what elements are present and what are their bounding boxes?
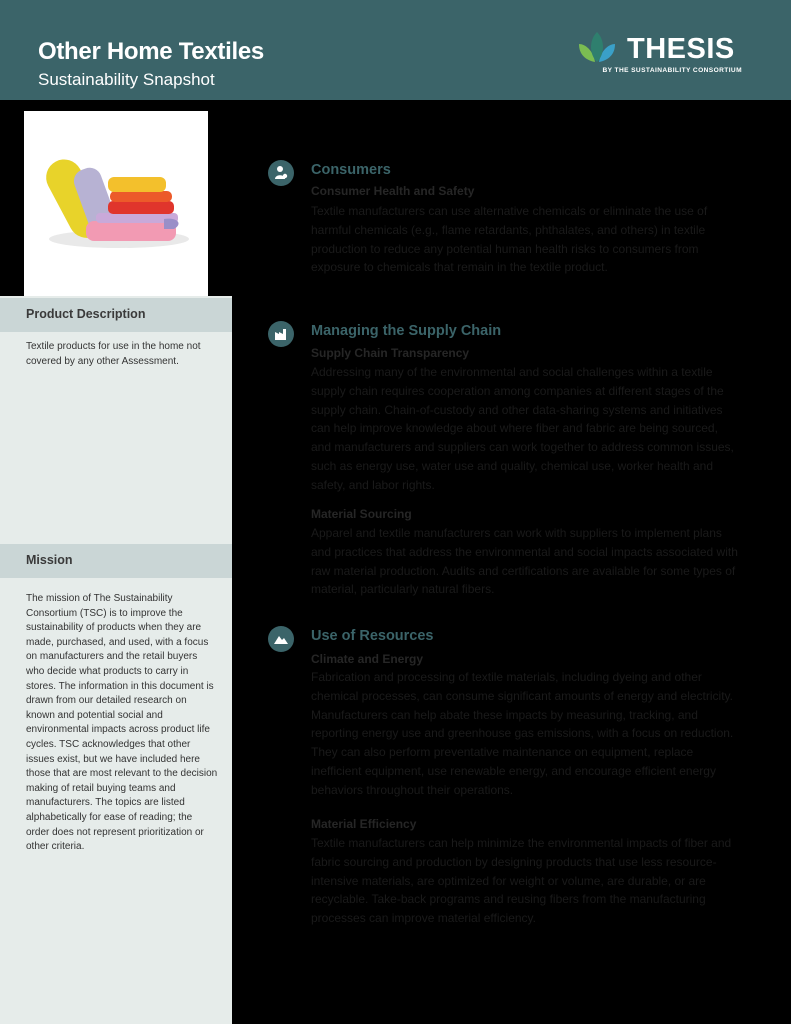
topic-climate-energy-title: Climate and Energy [311, 652, 424, 666]
topic-supply-chain-transparency-title: Supply Chain Transparency [311, 346, 470, 360]
topic-consumer-health-text: Textile manufacturers can use alternative chemicals or eliminate the use of harmful chemicals (e.g., flame retardants, phthalates, and others) in textile production to reduce any potential human health risks to consumers from exposure to chemicals that remain in the textile product. [311, 204, 708, 275]
topic-material-sourcing-title: Material Sourcing [311, 507, 412, 521]
thesis-logo [575, 28, 750, 78]
product-description-text: Textile products for use in the home not covered by any other Assessment. [26, 341, 201, 367]
topic-consumer-health-title: Consumer Health and Safety [311, 184, 475, 198]
folded-textiles-photo [24, 111, 208, 296]
topic-material-efficiency-text: Textile manufacturers can help minimize the environmental impacts of fiber and fabric sourcing and production by designing products that use less resource-intensive materials, are optimized for weight or volume, are durable, or are recyclable. Take-back programs and reusing fibers from the manufacturing processes can improve material efficiency. [311, 836, 732, 926]
mission-text: The mission of The Sustainability Consortium (TSC) is to improve the sustainability of products when they are made, purchased, and used, with a focus on manufacturers and the retail buyers who decide what products to carry in stores. The information in this document is drawn from our detailed research on known and potential social and environmental impacts across product life cycles. TSC acknowledges that other issues exist, but we have included here those that are most relevant to the decision making of retail buying teams and manufacturers. The topics are listed alphabetically for ease of reading; the order does not represent prioritization or other criteria. [26, 593, 218, 853]
logo-wordmark: THESIS [627, 33, 735, 65]
sidebar [0, 296, 232, 1024]
topic-supply-chain-transparency-text: Addressing many of the environmental and social challenges within a textile supply chain requires cooperation among companies at different stages of the supply chain. Chain-of-custody and other data-sharing systems and initiatives can help improve knowledge about where fiber and fabric are being sourced, and manufacturers and suppliers can work together to address common issues, such as energy use, water use and quality, chemical use, worker health and safety, and labor rights. [311, 365, 734, 492]
page-header [0, 0, 791, 100]
section-title-supply-chain: Managing the Supply Chain [311, 323, 502, 339]
mountain-icon [268, 626, 294, 652]
textiles-illustration [24, 111, 208, 296]
topic-material-sourcing-text: Apparel and textile manufacturers can work with suppliers to implement plans and practices that address the environmental and social impacts associated with raw material production. Audits and certifications are available for some types of material, particularly natural fibers. [311, 526, 738, 597]
logo-tagline: BY THE SUSTAINABILITY CONSORTIUM [602, 67, 742, 74]
page-title: Other Home Textiles [38, 38, 264, 65]
section-title-consumers: Consumers [311, 162, 391, 178]
topic-material-efficiency-title: Material Efficiency [311, 817, 417, 831]
product-description-heading: Product Description [0, 298, 232, 332]
mission-heading: Mission [0, 544, 232, 578]
section-title-use-of-resources: Use of Resources [311, 628, 434, 644]
consumer-person-icon [268, 160, 294, 186]
topic-climate-energy-text: Fabrication and processing of textile materials, including dyeing and other chemical processes, can consume significant amounts of energy and electricity. Manufacturers can help abate these impacts by measuring, tracking, and reporting energy use and greenhouse gas emissions, with a focus on reduction. They can also perform preventative maintenance on equipment, replace inefficient equipment, use renewable energy, and encourage efficient energy behaviors throughout their operations. [311, 670, 734, 797]
factory-icon [268, 321, 294, 347]
leaf-logo-icon [575, 30, 621, 66]
page-subtitle: Sustainability Snapshot [38, 70, 215, 89]
